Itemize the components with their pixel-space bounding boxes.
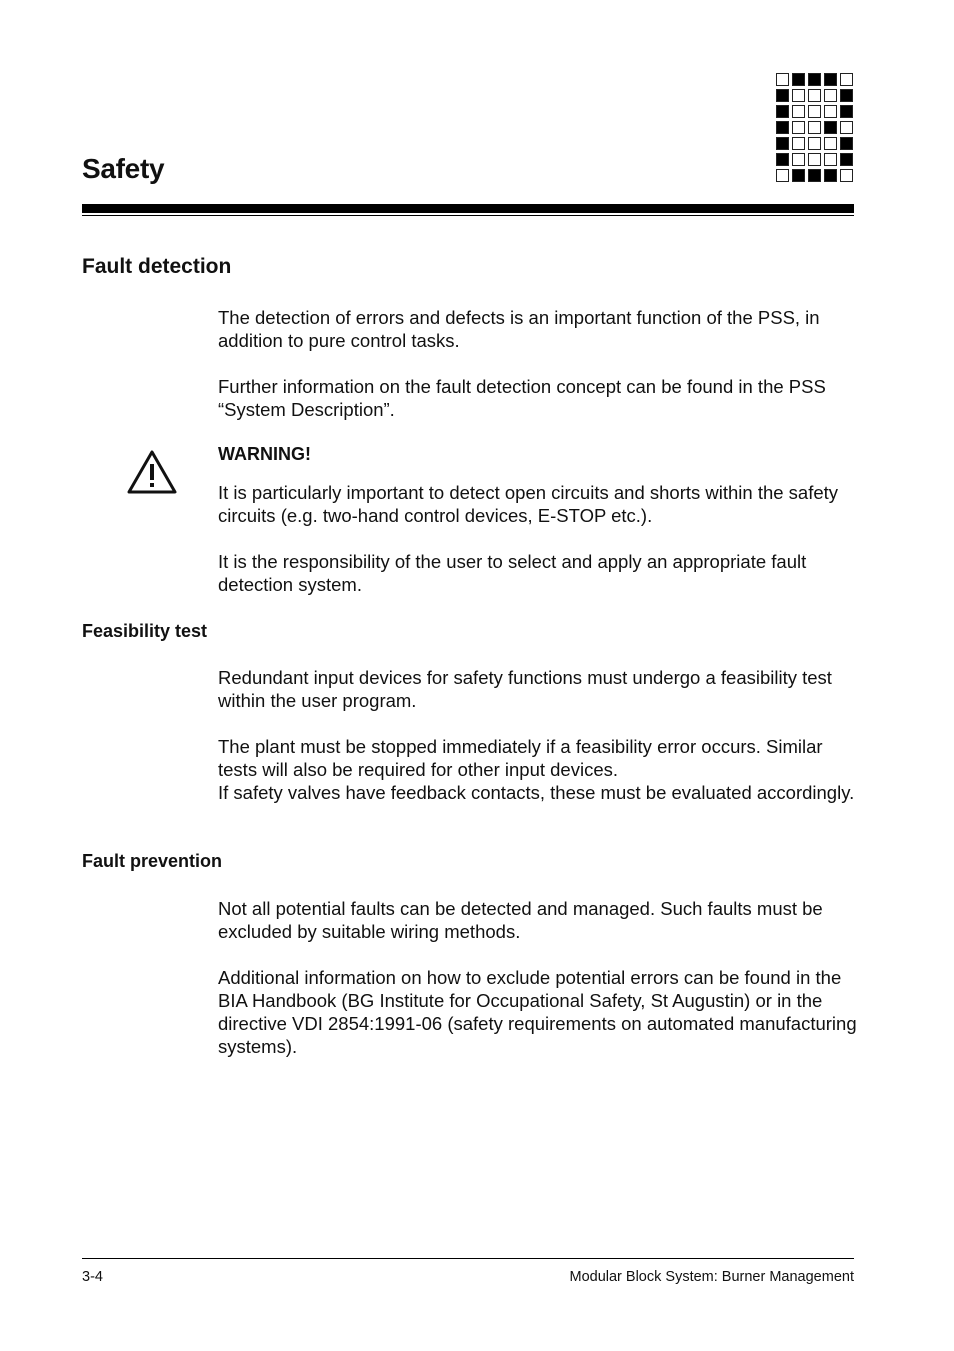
warning-title: WARNING! (218, 444, 311, 464)
logo-cell (840, 169, 853, 182)
grid-logo-icon (776, 73, 856, 185)
prevention-paragraph: Additional information on how to exclude potential errors can be found in the BIA Handbook (BG Institute for Occupational Safety, St Augustin) or in the directive VDI 2854:1991-06 (safety requirements on automated manufacturing systems). (218, 967, 857, 1057)
logo-cell (792, 169, 805, 182)
warning-paragraph: It is the responsibility of the user to select and apply an appropriate fault detection system. (218, 551, 807, 595)
logo-cell (776, 169, 789, 182)
logo-cell (792, 121, 805, 134)
logo-cell (808, 73, 821, 86)
logo-cell (824, 169, 837, 182)
prevention-paragraph: Not all potential faults can be detected and managed. Such faults must be excluded by suitable wiring methods. (218, 898, 823, 942)
footer-document-title: Modular Block System: Burner Management (569, 1269, 854, 1285)
logo-cell (824, 121, 837, 134)
logo-cell (776, 121, 789, 134)
chapter-title: Safety (82, 153, 165, 184)
logo-cell (824, 73, 837, 86)
header-rule-thin (82, 215, 854, 216)
logo-cell (792, 153, 805, 166)
warning-paragraph: It is particularly important to detect open circuits and shorts within the safety circuits (e.g. two-hand control devices, E-STOP etc.). (218, 482, 839, 526)
logo-cell (792, 89, 805, 102)
logo-cell (808, 105, 821, 118)
logo-cell (824, 137, 837, 150)
logo-cell (792, 73, 805, 86)
logo-cell (840, 89, 853, 102)
footer-rule (82, 1258, 854, 1259)
section-paragraph: Further information on the fault detection concept can be found in the PSS “System Description”. (218, 376, 826, 420)
feasibility-paragraph: Redundant input devices for safety functions must undergo a feasibility test within the user program. (218, 667, 832, 711)
logo-cell (776, 73, 789, 86)
logo-cell (792, 105, 805, 118)
logo-cell (776, 153, 789, 166)
logo-cell (824, 153, 837, 166)
feasibility-paragraph: If safety valves have feedback contacts, these must be evaluated accordingly. (218, 782, 855, 803)
logo-cell (808, 153, 821, 166)
logo-cell (840, 121, 853, 134)
feasibility-paragraph: The plant must be stopped immediately if a feasibility error occurs. Similar tests will also be required for other input devices. (218, 736, 823, 780)
header-rule-thick (82, 204, 854, 213)
logo-cell (792, 137, 805, 150)
feasibility-heading: Feasibility test (82, 621, 208, 641)
logo-cell (808, 89, 821, 102)
section-heading: Fault detection (82, 255, 232, 278)
logo-cell (808, 137, 821, 150)
logo-cell (840, 153, 853, 166)
logo-cell (776, 105, 789, 118)
logo-cell (808, 169, 821, 182)
logo-cell (808, 121, 821, 134)
prevention-heading: Fault prevention (82, 851, 223, 871)
logo-cell (824, 89, 837, 102)
logo-cell (824, 105, 837, 118)
logo-cell (840, 73, 853, 86)
logo-cell (840, 137, 853, 150)
logo-cell (776, 137, 789, 150)
warning-triangle-icon (126, 449, 178, 495)
section-paragraph: The detection of errors and defects is an important function of the PSS, in addition to pure control tasks. (218, 307, 820, 351)
footer-page-number: 3-4 (82, 1269, 103, 1285)
logo-cell (776, 89, 789, 102)
logo-cell (840, 105, 853, 118)
